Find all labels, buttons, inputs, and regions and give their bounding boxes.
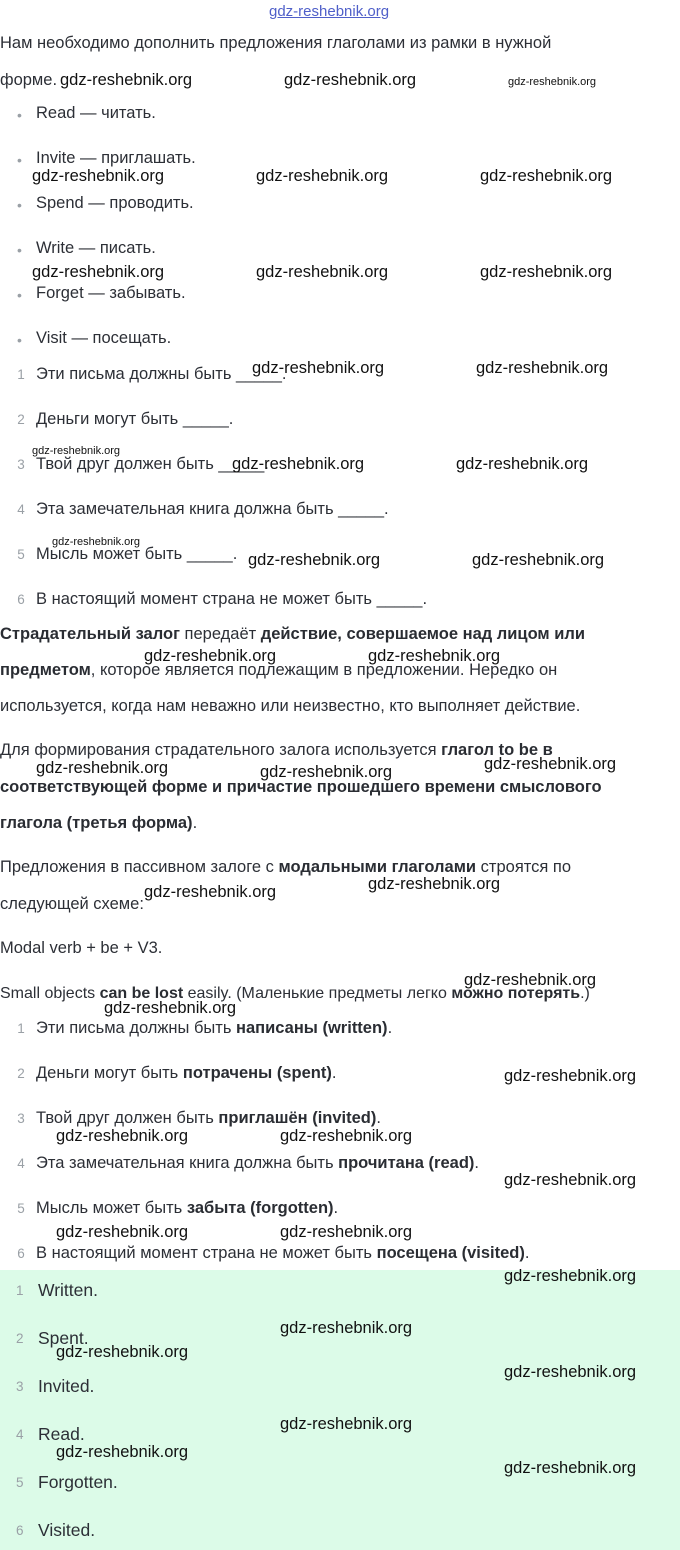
text: . (192, 814, 198, 832)
watermark: gdz-reshebnik.org (256, 167, 389, 185)
text: . (387, 1019, 393, 1037)
text: Предложения в пассивном залоге с (0, 858, 279, 876)
solution-item (36, 1154, 479, 1173)
solution-answer: написаны (written) (236, 1019, 388, 1037)
watermark: gdz-reshebnik.org (504, 1267, 637, 1285)
text: . (376, 1109, 381, 1127)
watermark: gdz-reshebnik.org (104, 999, 237, 1017)
answer-item: Invited. (38, 1376, 95, 1396)
solution-item (36, 1244, 529, 1263)
term-third-form: глагола (третья форма) (0, 814, 193, 832)
term-participle: соответствующей форме и причастие прошедшего времени смыслового (0, 778, 602, 796)
answers-box (0, 1270, 680, 1550)
answer-number: 4 (16, 1427, 24, 1442)
text: строятся по (476, 858, 572, 876)
text: Мысль может быть (36, 1199, 187, 1217)
text: В настоящий момент страна не может быть (36, 1244, 377, 1262)
watermark: gdz-reshebnik.org (144, 647, 277, 665)
verb-item-spend: Spend — проводить. (36, 194, 194, 212)
watermark: gdz-reshebnik.org (280, 1319, 413, 1337)
text: Small objects (0, 985, 100, 1002)
watermark: gdz-reshebnik.org (480, 167, 613, 185)
text: Эта замечательная книга должна быть (36, 1154, 339, 1172)
term-modal-verbs: модальными глаголами (278, 858, 477, 876)
text: . (474, 1154, 479, 1172)
watermark: gdz-reshebnik.org (60, 71, 193, 89)
verb-item-invite: Invite — приглашать. (36, 149, 196, 167)
solution-item (36, 1019, 392, 1038)
watermark: gdz-reshebnik.org (476, 359, 609, 377)
term-to-be: глагол to be в (441, 741, 553, 759)
bullet-icon: • (17, 287, 22, 303)
task-number: 3 (17, 457, 25, 472)
text: . (333, 1199, 339, 1217)
task-number: 5 (17, 547, 25, 562)
watermark: gdz-reshebnik.org (52, 536, 141, 548)
watermark: gdz-reshebnik.org (248, 551, 381, 569)
solution-number: 1 (17, 1021, 25, 1036)
verb-item-visit: Visit — посещать. (36, 329, 172, 347)
watermark: gdz-reshebnik.org (504, 1067, 637, 1085)
watermark: gdz-reshebnik.org (284, 71, 417, 89)
text: , которое является подлежащим в предложении. Нередко он (90, 661, 558, 679)
task-item: Деньги могут быть _____. (36, 410, 234, 428)
answer-number: 2 (16, 1331, 24, 1346)
text: Деньги могут быть (36, 1064, 183, 1082)
text: Эти письма должны быть (36, 1019, 237, 1037)
text: easily. (Маленькие предметы легко (183, 985, 452, 1002)
watermark: gdz-reshebnik.org (56, 1443, 189, 1461)
bullet-icon: • (17, 152, 22, 168)
theory-p2-line-1 (0, 741, 553, 760)
watermark: gdz-reshebnik.org (36, 759, 169, 777)
watermark: gdz-reshebnik.org (32, 445, 121, 457)
solution-answer: приглашён (invited) (218, 1109, 377, 1127)
answer-item: Spent. (38, 1328, 89, 1348)
task-item: Эта замечательная книга должна быть _____. (36, 500, 389, 518)
solution-number: 6 (17, 1246, 25, 1261)
watermark: gdz-reshebnik.org (56, 1343, 189, 1361)
solution-number: 3 (17, 1111, 25, 1126)
intro-line-2: форме. (0, 71, 58, 89)
theory-p2-line-3 (0, 814, 197, 833)
solution-answer: забыта (forgotten) (186, 1199, 334, 1217)
bullet-icon: • (17, 332, 22, 348)
watermark: gdz-reshebnik.org (280, 1415, 413, 1433)
top-watermark-link[interactable]: gdz-reshebnik.org (269, 3, 390, 20)
answer-number: 6 (16, 1523, 24, 1538)
solution-number: 5 (17, 1201, 25, 1216)
task-item: В настоящий момент страна не может быть _____. (36, 590, 428, 608)
solution-number: 4 (17, 1156, 25, 1171)
watermark: gdz-reshebnik.org (232, 455, 365, 473)
answer-number: 1 (16, 1283, 24, 1298)
bullet-icon: • (17, 197, 22, 213)
watermark: gdz-reshebnik.org (456, 455, 589, 473)
text: . (331, 1064, 337, 1082)
watermark: gdz-reshebnik.org (260, 763, 393, 781)
answer-item: Written. (38, 1280, 98, 1300)
text: .) (580, 985, 590, 1002)
watermark: gdz-reshebnik.org (368, 875, 501, 893)
watermark: gdz-reshebnik.org (368, 647, 501, 665)
solution-item (36, 1064, 336, 1083)
solution-item (36, 1109, 381, 1128)
watermark: gdz-reshebnik.org (472, 551, 605, 569)
watermark: gdz-reshebnik.org (508, 76, 597, 88)
bullet-icon: • (17, 107, 22, 123)
answer-number: 5 (16, 1475, 24, 1490)
watermark: gdz-reshebnik.org (32, 263, 165, 281)
text: передаёт (179, 625, 261, 643)
watermark: gdz-reshebnik.org (504, 1363, 637, 1381)
bullet-icon: • (17, 242, 22, 258)
answer-item: Visited. (38, 1520, 96, 1540)
solution-answer: потрачены (spent) (182, 1064, 332, 1082)
example-bold-en: can be lost (99, 985, 184, 1002)
watermark: gdz-reshebnik.org (280, 1127, 413, 1145)
watermark: gdz-reshebnik.org (252, 359, 385, 377)
theory-p1-line-3: используется, когда нам неважно или неизвестно, кто выполняет действие. (0, 697, 581, 715)
watermark: gdz-reshebnik.org (144, 883, 277, 901)
task-item: Твой друг должен быть _____. (36, 455, 269, 473)
solution-answer: прочитана (read) (338, 1154, 475, 1172)
watermark: gdz-reshebnik.org (280, 1223, 413, 1241)
text: Для формирования страдательного залога используется (0, 741, 442, 759)
answer-item: Read. (38, 1424, 85, 1444)
formula: Modal verb + be + V3. (0, 939, 163, 957)
watermark: gdz-reshebnik.org (56, 1127, 189, 1145)
verb-item-forget: Forget — забывать. (36, 284, 186, 302)
text: Твой друг должен быть (36, 1109, 219, 1127)
theory-p1-line-1 (0, 625, 585, 644)
watermark: gdz-reshebnik.org (256, 263, 389, 281)
watermark: gdz-reshebnik.org (56, 1223, 189, 1241)
example-bold-ru: можно потерять (451, 985, 581, 1002)
task-item: Мысль может быть _____. (36, 545, 238, 563)
term-object: предметом (0, 661, 91, 679)
task-number: 4 (17, 502, 25, 517)
watermark: gdz-reshebnik.org (504, 1459, 637, 1477)
answer-item: Forgotten. (38, 1472, 118, 1492)
intro-line-1: Нам необходимо дополнить предложения глаголами из рамки в нужной (0, 34, 552, 52)
watermark: gdz-reshebnik.org (32, 167, 165, 185)
task-number: 1 (17, 367, 25, 382)
task-item: Эти письма должны быть _____. (36, 365, 287, 383)
watermark: gdz-reshebnik.org (484, 755, 617, 773)
verb-item-read: Read — читать. (36, 104, 156, 122)
verb-item-write: Write — писать. (36, 239, 156, 257)
text: . (524, 1244, 530, 1262)
theory-p3-line-2: следующей схеме: (0, 895, 144, 913)
solution-answer: посещена (visited) (376, 1244, 525, 1262)
solution-number: 2 (17, 1066, 25, 1081)
solution-item (36, 1199, 338, 1218)
term-passive-voice: Страдательный залог (0, 625, 180, 643)
term-action: действие, совершаемое над лицом или (260, 625, 585, 643)
task-number: 2 (17, 412, 25, 427)
watermark: gdz-reshebnik.org (480, 263, 613, 281)
task-number: 6 (17, 592, 25, 607)
answer-number: 3 (16, 1379, 24, 1394)
watermark: gdz-reshebnik.org (504, 1171, 637, 1189)
watermark: gdz-reshebnik.org (464, 971, 597, 989)
